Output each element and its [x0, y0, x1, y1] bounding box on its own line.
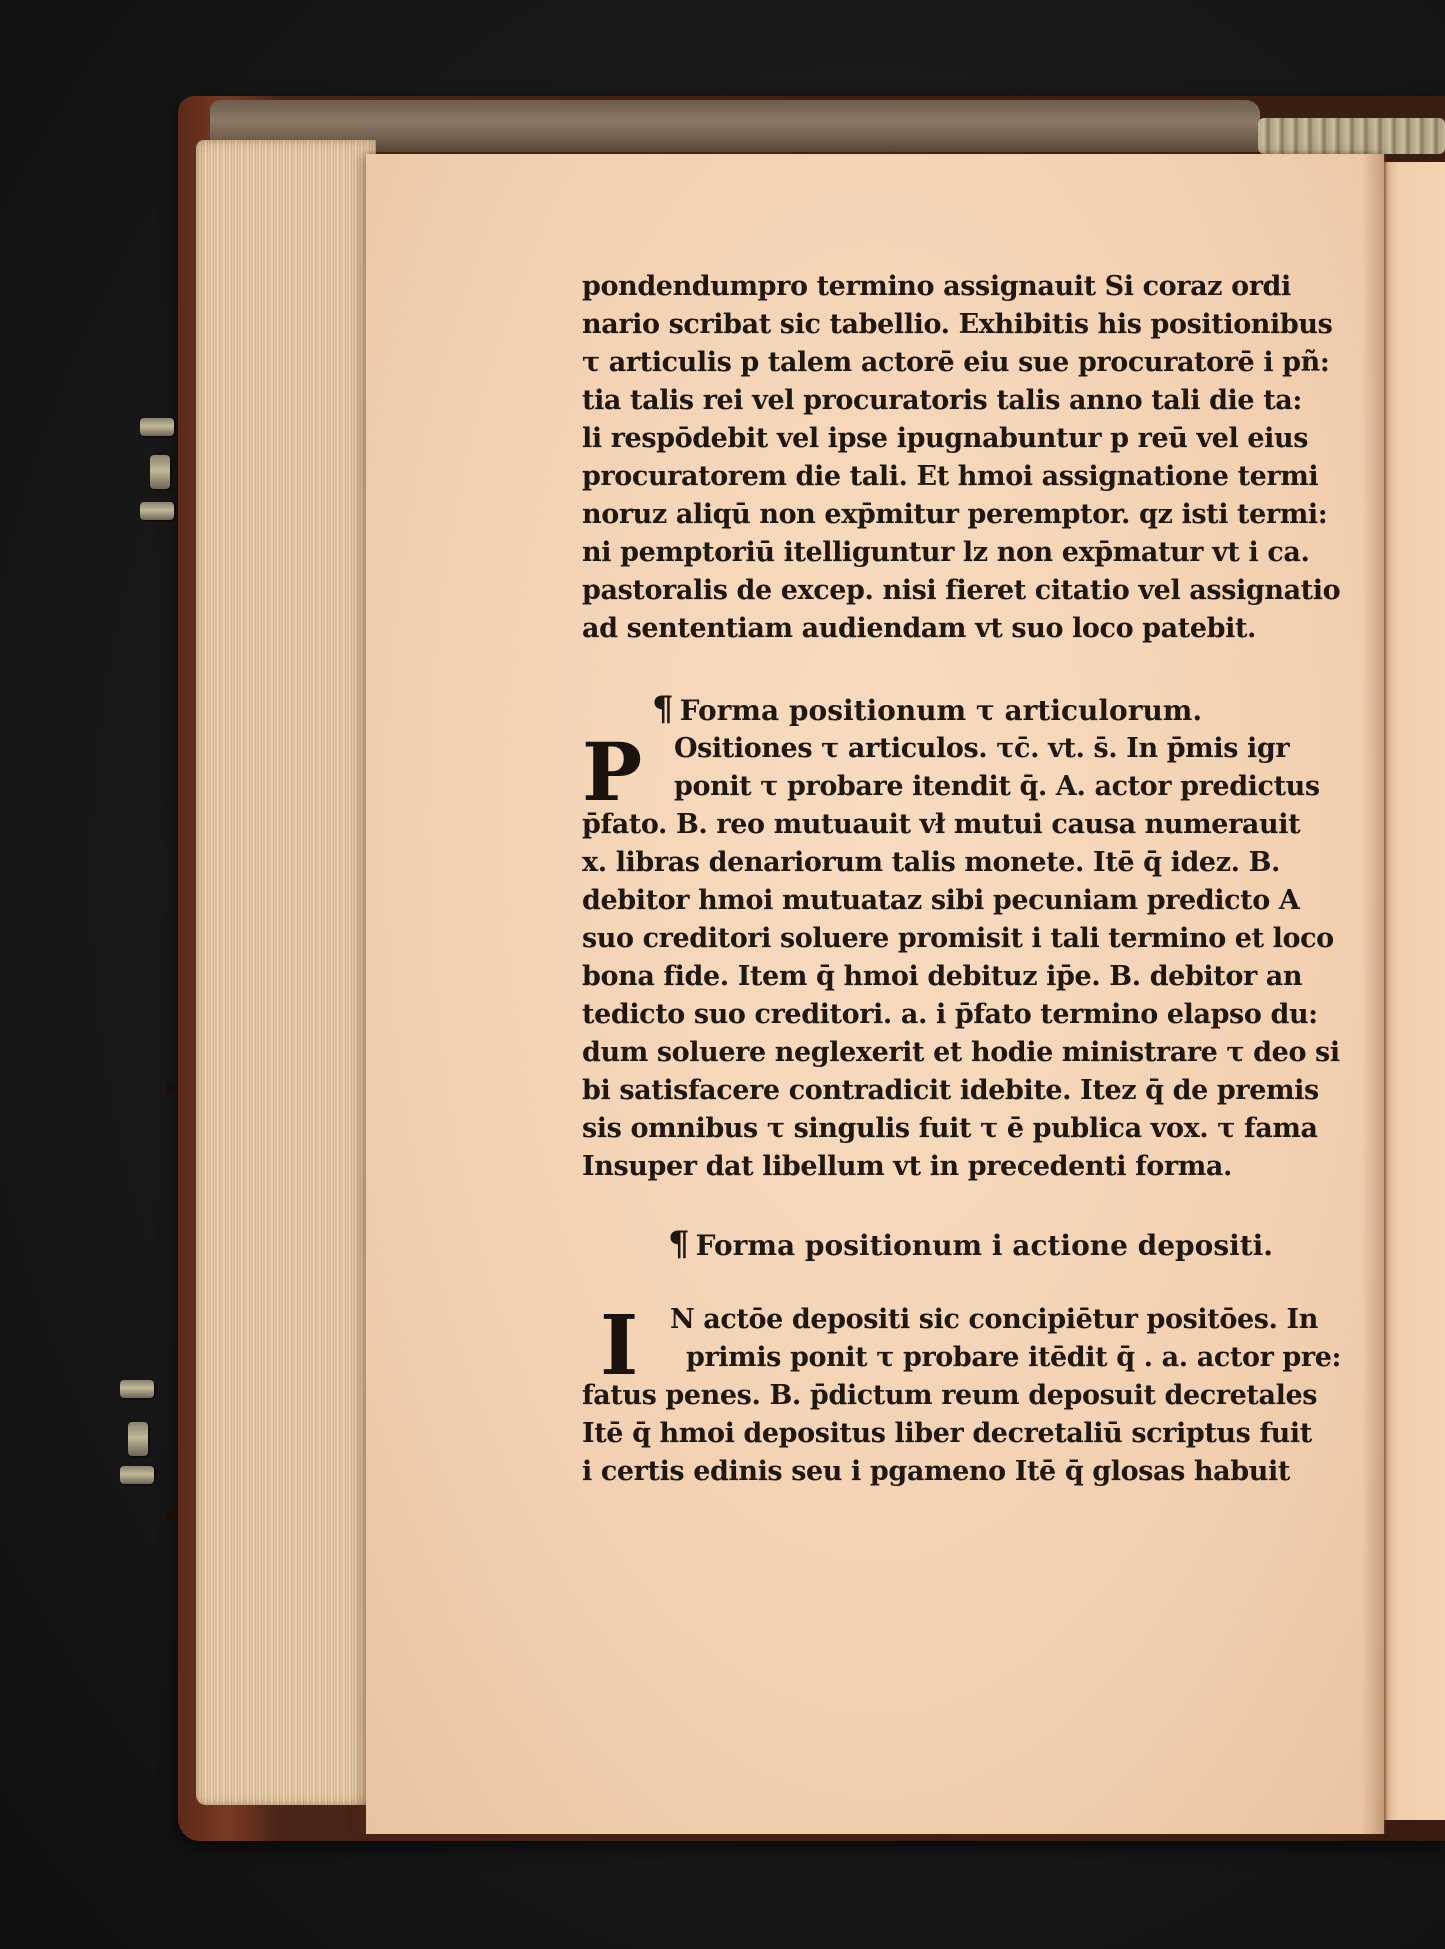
text-line: pastoralis de excep. nisi fieret citatio vel assignatio — [582, 575, 1341, 606]
text-line: x. libras denariorum talis monete. Itē q̄ idez. B. — [582, 847, 1281, 878]
text-line: nario scribat sic tabellio. Exhibitis his positionibus — [582, 309, 1333, 340]
text-line: τ articulis p talem actorē eiu sue procuratorē i pñ: — [582, 347, 1330, 378]
text-line: noruz aliqū non exp̄mitur peremptor. qz isti termi: — [582, 499, 1328, 530]
heading-text: Forma positionum τ articulorum. — [679, 694, 1203, 727]
text-line: i certis edinis seu i pgameno Itē q̄ glosas habuit — [582, 1456, 1290, 1487]
text-line: ni pemptoriū itelliguntur lz non exp̄matur vt i ca. — [582, 537, 1310, 568]
heading-text: Forma positionum i actione depositi. — [695, 1229, 1274, 1262]
text-line: debitor hmoi mutuataz sibi pecuniam predicto A — [582, 885, 1300, 916]
text-line: procuratorem die tali. Et hmoi assignatione termi — [582, 461, 1319, 492]
text-line: Ositiones τ articulos. τc̄. vt. s̄. In p̄mis igr — [674, 733, 1290, 764]
headband — [1258, 118, 1445, 154]
clasp-icon — [120, 1466, 154, 1484]
text-line: bona fide. Item q̄ hmoi debituz ip̄e. B. debitor an — [582, 961, 1303, 992]
nail-hole — [166, 1083, 176, 1093]
section-forma-depositi — [582, 1225, 1342, 1491]
text-line: primis ponit τ probare itēdit q̄ . a. actor pre: — [686, 1342, 1342, 1373]
section-heading — [582, 1225, 1342, 1265]
section-heading — [582, 690, 1342, 730]
clasp-icon — [140, 502, 174, 520]
text-line: N actōe depositi sic concipiētur positōes. In — [670, 1304, 1318, 1335]
clasp-icon — [120, 1380, 154, 1398]
pilcrow-icon: ¶ — [668, 1224, 690, 1264]
text-line: dum soluere neglexerit et hodie ministrare τ deo si — [582, 1037, 1340, 1068]
text-line: Itē q̄ hmoi depositus liber decretaliū scriptus fuit — [582, 1418, 1312, 1449]
clasp-icon — [140, 418, 174, 436]
text-block-1 — [582, 268, 1342, 648]
gutter-shadow — [1362, 154, 1386, 1834]
page-edges — [196, 140, 376, 1805]
nail-hole — [166, 1510, 176, 1520]
text-line: tedicto suo creditori. a. i p̄fato termino elapso du: — [582, 999, 1318, 1030]
text-line: sis omnibus τ singulis fuit τ ē publica vox. τ fama — [582, 1113, 1318, 1144]
text-line: suo creditori soluere promisit i tali termino et loco — [582, 923, 1334, 954]
clasp-icon — [128, 1422, 148, 1456]
facing-page-edge — [1380, 162, 1445, 1820]
initial-paragraph — [582, 1298, 1342, 1394]
text-line: Insuper dat libellum vt in precedenti forma. — [582, 1151, 1232, 1182]
clasp-icon — [150, 455, 170, 489]
initial-paragraph — [582, 725, 1342, 819]
text-line: ad sententiam audiendam vt suo loco patebit. — [582, 613, 1257, 644]
text-line: tia talis rei vel procuratoris talis anno tali die ta: — [582, 385, 1302, 416]
text-line: fatus penes. B. p̄dictum reum deposuit decretales — [582, 1380, 1318, 1411]
text-line: li respōdebit vel ipse ipugnabuntur p reū vel eius — [582, 423, 1309, 454]
drop-cap: P — [582, 725, 643, 819]
drop-cap: I — [600, 1298, 639, 1394]
text-line: ponit τ probare itendit q̄. A. actor predictus — [674, 771, 1320, 802]
text-line: bi satisfacere contradicit idebite. Itez q̄ de premis — [582, 1075, 1319, 1106]
pilcrow-icon: ¶ — [652, 689, 674, 729]
text-line: p̄fato. B. reo mutuauit vł mutui causa numerauit — [582, 809, 1301, 840]
section-forma-positionum — [582, 690, 1342, 1186]
text-line: pondendumpro termino assignauit Si coraz ordi — [582, 271, 1291, 302]
